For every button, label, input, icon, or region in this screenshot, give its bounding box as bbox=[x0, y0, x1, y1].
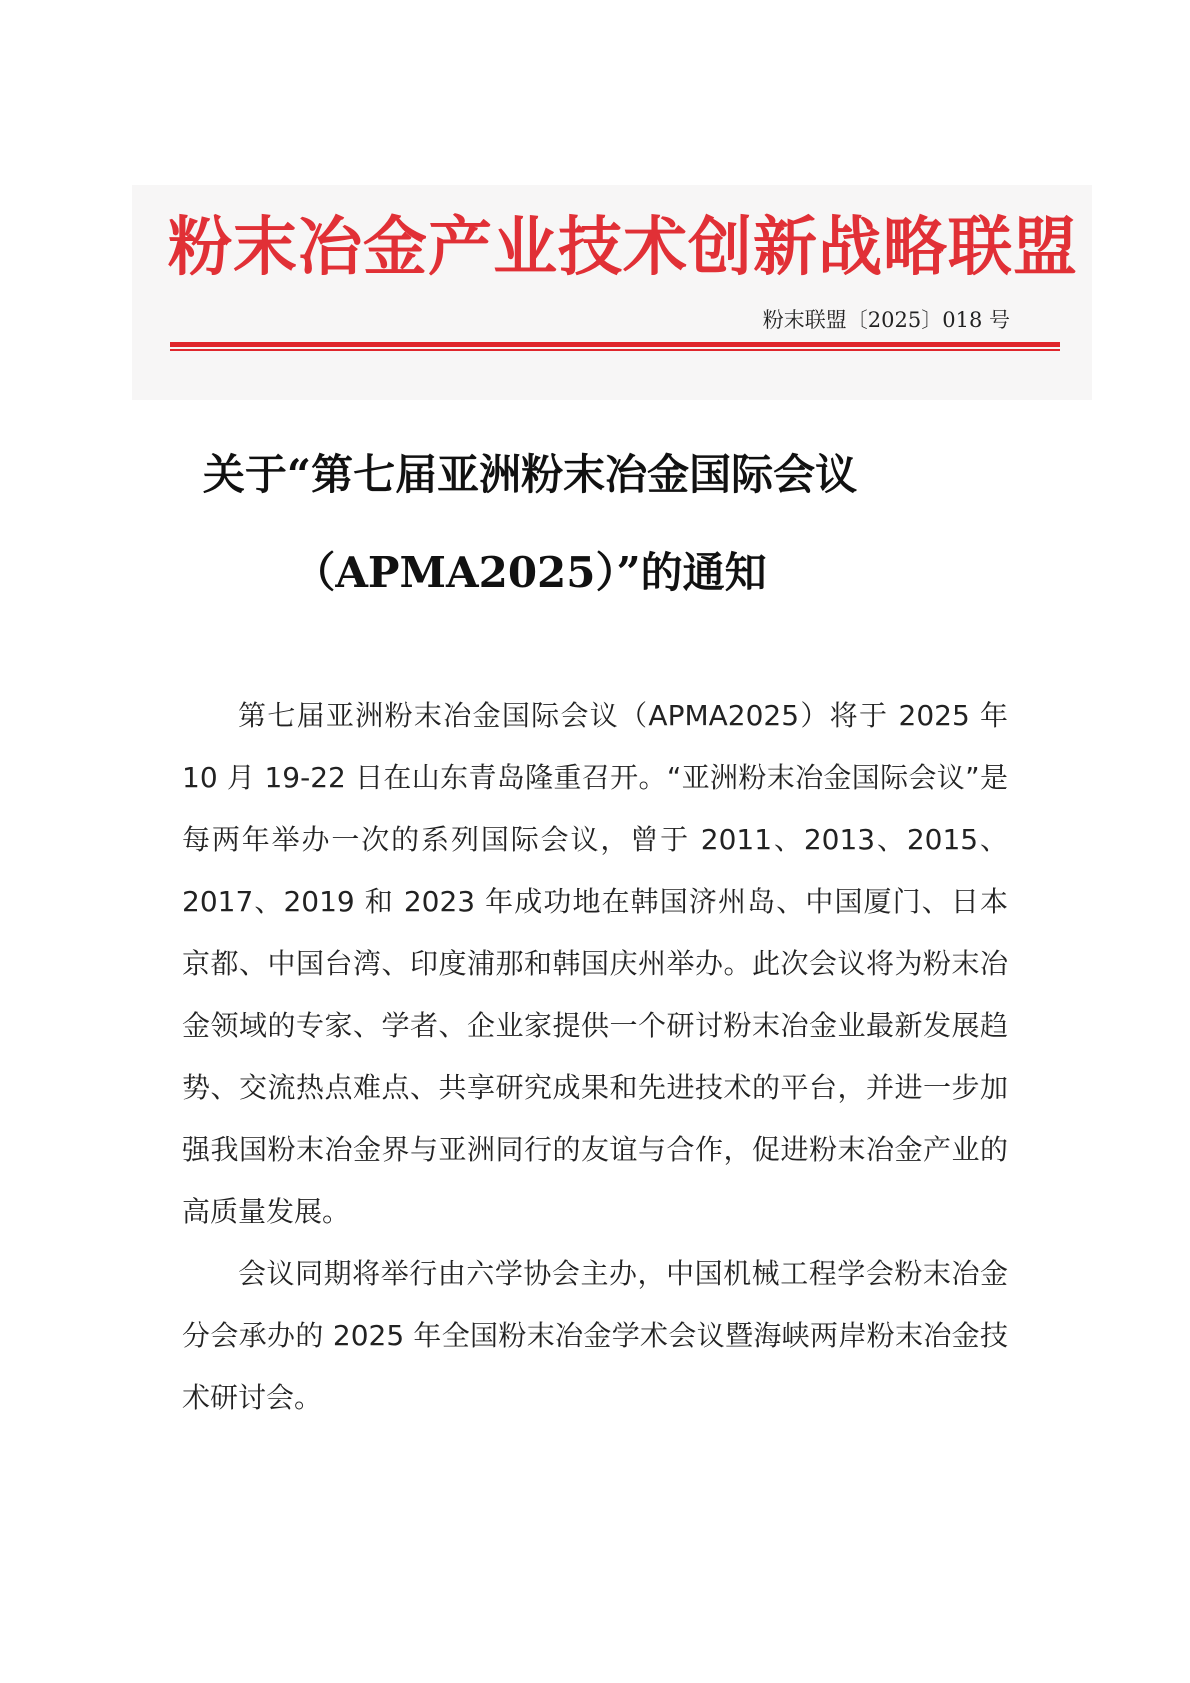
letterhead-rule-thin bbox=[170, 349, 1060, 351]
body-paragraph-2: 会议同期将举行由六学协会主办，中国机械工程学会粉末冶金分会承办的 2025 年全国粉末冶金学术会议暨海峡两岸粉末冶金技术研讨会。 bbox=[182, 1257, 1008, 1414]
body-paragraph-1: 第七届亚洲粉末冶金国际会议（APMA2025）将于 2025 年 10 月 19-22 日在山东青岛隆重召开。“亚洲粉末冶金国际会议”是每两年举办一次的系列国际会议，曾于 2011、2013、2015、2017、2019 和 2023 年成功地在韩国济州岛、中国厦门、日本京都、中国台湾、印度浦那和韩国庆州举办。此次会议将为粉末冶金领域的专家、学者、企业家提供一个研讨粉末冶金业最新发展趋势、交流热点难点、共享研究成果和先进技术的平台，并进一步加强我国粉末冶金界与亚洲同行的友谊与合作，促进粉末冶金产业的高质量发展。 bbox=[182, 699, 1008, 1228]
notice-body bbox=[182, 685, 1008, 1429]
document-number: 粉末联盟〔2025〕018 号 bbox=[762, 308, 1010, 332]
letterhead-rule-thick bbox=[170, 342, 1060, 347]
notice-title-line1: 关于“第七届亚洲粉末冶金国际会议 bbox=[202, 450, 858, 499]
notice-title-line2: （APMA2025）”的通知 bbox=[293, 548, 767, 597]
letterhead-org-name: 粉末冶金产业技术创新战略联盟 bbox=[168, 211, 1078, 285]
